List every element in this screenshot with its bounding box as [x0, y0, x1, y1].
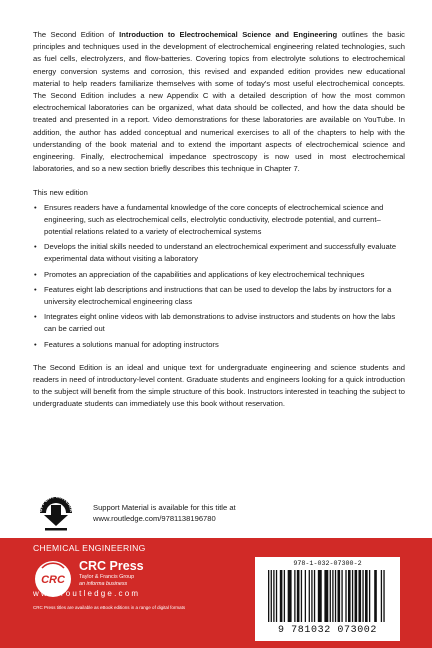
isbn-barcode-box	[255, 557, 400, 641]
description-paragraph	[33, 29, 405, 175]
feature-text: Develops the initial skills needed to understand an electrochemical experiment and successfully evaluate experimental data without visiting a laboratory	[44, 242, 397, 264]
barcode-bar	[369, 570, 370, 622]
barcode-bar	[345, 570, 346, 622]
publisher-name: CRC Press	[79, 559, 144, 573]
barcode-bar	[309, 570, 310, 622]
barcode-bar	[276, 570, 277, 622]
feature-item	[33, 241, 405, 265]
barcode-bar	[311, 570, 312, 622]
publisher-business: an informa business	[79, 581, 128, 587]
feature-item	[33, 269, 405, 281]
feature-item	[33, 202, 405, 239]
crc-logo-text: CRC	[41, 574, 65, 586]
feature-item	[33, 339, 405, 351]
barcode-graphic	[268, 570, 386, 622]
bullet-icon: •	[34, 242, 37, 252]
feature-item	[33, 284, 405, 308]
book-title: Introduction to Electrochemical Science and Engineering	[119, 30, 338, 39]
feature-text: Features a solutions manual for adopting instructors	[44, 339, 219, 349]
category-label: CHEMICAL ENGINEERING	[33, 543, 146, 553]
support-material-block	[33, 492, 405, 528]
barcode-bar	[314, 570, 315, 622]
barcode-bar	[271, 570, 272, 622]
barcode-bar	[301, 570, 302, 622]
support-line: Support Material is available for this title at	[93, 503, 236, 512]
barcode-bar	[280, 570, 283, 622]
barcode-bar	[374, 570, 377, 622]
publisher-website[interactable]: www.routledge.com	[33, 589, 141, 598]
description-body: outlines the basic principles and techniques used in the development of electrochemical engineering related technologies, such as fuel cells, electrolyzers, and flow-batteries. Covering topics from electrolyte solutions to electrochemical energy conversion systems and corrosion, this revised and expanded edition provides new educational material to help readers familiarize themselves with some of today's most useful electrochemical concepts. The Second Edition includes a new Appendix C with a detailed description of how the most common electrochemical laboratories can be organized, what data should be collected, and how the data should be treated and presented in a report. Video demonstrations for these laboratories are available on YouTube. In addition, the author has added conceptual and numerical exercises to all of the chapters to help with the understanding of the book material and to extend the important aspects of electrochemical science and engineering. Finally, electrochemical impedance spectroscopy is now used in most electrochemical laboratories, and so a new section briefly describes this technique in Chapter 7.	[33, 30, 405, 174]
barcode-bar	[383, 570, 384, 622]
new-edition-intro: This new edition	[33, 188, 88, 198]
barcode-bar	[348, 570, 351, 622]
feature-list	[33, 202, 405, 351]
barcode-bar	[335, 570, 336, 622]
barcode-bar	[365, 570, 368, 622]
barcode-bar	[332, 570, 333, 622]
bullet-icon: •	[34, 312, 37, 322]
bullet-icon: •	[34, 339, 37, 349]
barcode-bar	[273, 570, 274, 622]
bullet-icon: •	[34, 269, 37, 279]
support-material-icon	[36, 492, 76, 532]
barcode-bar	[288, 570, 292, 622]
barcode-bar	[294, 570, 295, 622]
barcode-bar	[324, 570, 328, 622]
support-icon-label: UPPORT MATERIA	[37, 493, 75, 513]
ebook-note: CRC Press titles are available as eBook editions in a range of digital formats	[33, 605, 186, 610]
publisher-band	[0, 538, 432, 648]
description-lead-in: The Second Edition of	[33, 30, 120, 39]
barcode-bar	[297, 570, 300, 622]
feature-text: Promotes an appreciation of the capabilities and applications of key electrochemical techniques	[44, 269, 365, 279]
barcode-bar	[330, 570, 331, 622]
support-url[interactable]: www.routledge.com/9781138196780	[93, 514, 216, 523]
back-cover-text	[33, 29, 405, 423]
feature-text: Ensures readers have a fundamental knowledge of the core concepts of electrochemical science and engineering, such as electrochemical cells, electrolytic conductivity, electrode potential, and current–potential relations related to a variety of electrochemical systems	[44, 202, 384, 237]
feature-text: Integrates eight online videos with lab demonstrations to advise instructors and students on how the labs can be carried out	[44, 312, 396, 334]
barcode-bar	[352, 570, 353, 622]
barcode-bar	[318, 570, 322, 622]
barcode-number: 9 781032 073002	[277, 625, 377, 636]
bullet-icon: •	[34, 202, 37, 212]
isbn-label: 978-1-032-07300-2	[293, 560, 362, 568]
audience-paragraph: The Second Edition is an ideal and unique text for undergraduate engineering and science students and readers in need of introductory-level content. Graduate students and engineers looking for a quick introduction to the subject will benefit from the simple structure of this book. Instructors interested in teaching the subject to undergraduate students can immediately use this book without reservation.	[33, 362, 405, 409]
feature-text: Features eight lab descriptions and instructions that can be used to develop the labs by instructors for a university electrochemical engineering class	[44, 284, 392, 307]
barcode-bar	[381, 570, 382, 622]
barcode-bar	[355, 570, 358, 622]
feature-item	[33, 311, 405, 335]
barcode-bar	[358, 570, 361, 622]
barcode-bar	[268, 570, 269, 622]
barcode-bar	[341, 570, 342, 622]
barcode-bar	[305, 570, 306, 622]
barcode-bar	[362, 570, 363, 622]
barcode-bar	[284, 570, 285, 622]
barcode-bar	[337, 570, 340, 622]
bullet-icon: •	[34, 284, 37, 294]
support-text	[93, 502, 236, 524]
publisher-group: Taylor & Francis Group	[79, 574, 135, 580]
